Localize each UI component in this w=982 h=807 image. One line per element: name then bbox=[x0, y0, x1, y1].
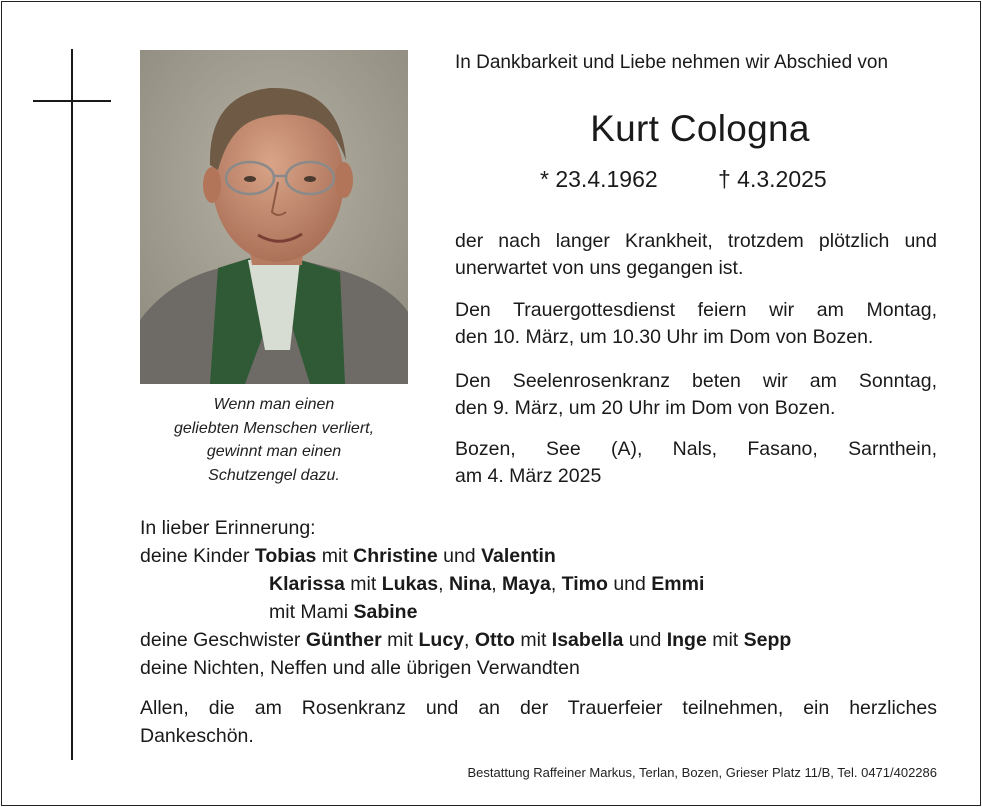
paragraph-line: den 10. März, um 10.30 Uhr im Dom von Bozen. bbox=[455, 326, 874, 348]
paragraph-rosary bbox=[455, 368, 937, 422]
paragraph-funeral-service bbox=[455, 297, 937, 351]
portrait-photo bbox=[140, 50, 408, 384]
birth-date: * 23.4.1962 bbox=[540, 166, 658, 192]
paragraph-line: Den Trauergottesdienst feiern wir am Montag, bbox=[455, 299, 937, 321]
deceased-name: Kurt Cologna bbox=[590, 108, 810, 149]
paragraph-line: am 4. März 2025 bbox=[455, 465, 602, 487]
quote-line: gewinnt man einen bbox=[206, 443, 342, 460]
cross-icon bbox=[71, 49, 73, 760]
quote-line: Wenn man einen bbox=[213, 396, 335, 413]
family-relatives-row: deine Nichten, Neffen und alle übrigen Verwandten bbox=[140, 657, 580, 679]
thanks-line: Dankeschön. bbox=[140, 725, 254, 747]
family-siblings-row: deine Geschwister Günther mit Lucy, Otto mit Isabella und Inge mit Sepp bbox=[140, 629, 792, 651]
paragraph-line: der nach langer Krankheit, trotzdem plötzlich und bbox=[455, 230, 937, 252]
intro-text: In Dankbarkeit und Liebe nehmen wir Abschied von bbox=[455, 52, 889, 73]
thanks-line: Allen, die am Rosenkranz und an der Trauerfeier teilnehmen, ein herzliches bbox=[140, 697, 937, 719]
family-list bbox=[140, 514, 940, 682]
death-date: † 4.3.2025 bbox=[718, 166, 827, 192]
paragraph-line: unerwartet von uns gegangen ist. bbox=[455, 257, 744, 279]
quote-line: geliebten Menschen verliert, bbox=[173, 419, 375, 437]
family-children-row: Klarissa mit Lukas, Nina, Maya, Timo und Emmi bbox=[269, 573, 705, 595]
quote bbox=[140, 393, 408, 487]
paragraph-line: Den Seelenrosenkranz beten wir am Sonntag, bbox=[455, 370, 937, 392]
paragraph-passing bbox=[455, 228, 937, 282]
obituary-card bbox=[1, 1, 981, 806]
paragraph-line: den 9. März, um 20 Uhr im Dom von Bozen. bbox=[455, 397, 836, 419]
family-children-row: mit Mami Sabine bbox=[269, 601, 418, 623]
paragraph-line: Bozen, See (A), Nals, Fasano, Sarnthein, bbox=[455, 438, 937, 460]
thanks-text bbox=[140, 694, 937, 750]
cross-icon-bar bbox=[33, 100, 111, 102]
funeral-home-footer: Bestattung Raffeiner Markus, Terlan, Bozen, Grieser Platz 11/B, Tel. 0471/402286 bbox=[467, 765, 937, 780]
family-children-row: deine Kinder Tobias mit Christine und Valentin bbox=[140, 545, 556, 567]
paragraph-place-date bbox=[455, 436, 937, 490]
quote-line: Schutzengel dazu. bbox=[208, 466, 340, 484]
family-heading: In lieber Erinnerung: bbox=[140, 517, 316, 539]
